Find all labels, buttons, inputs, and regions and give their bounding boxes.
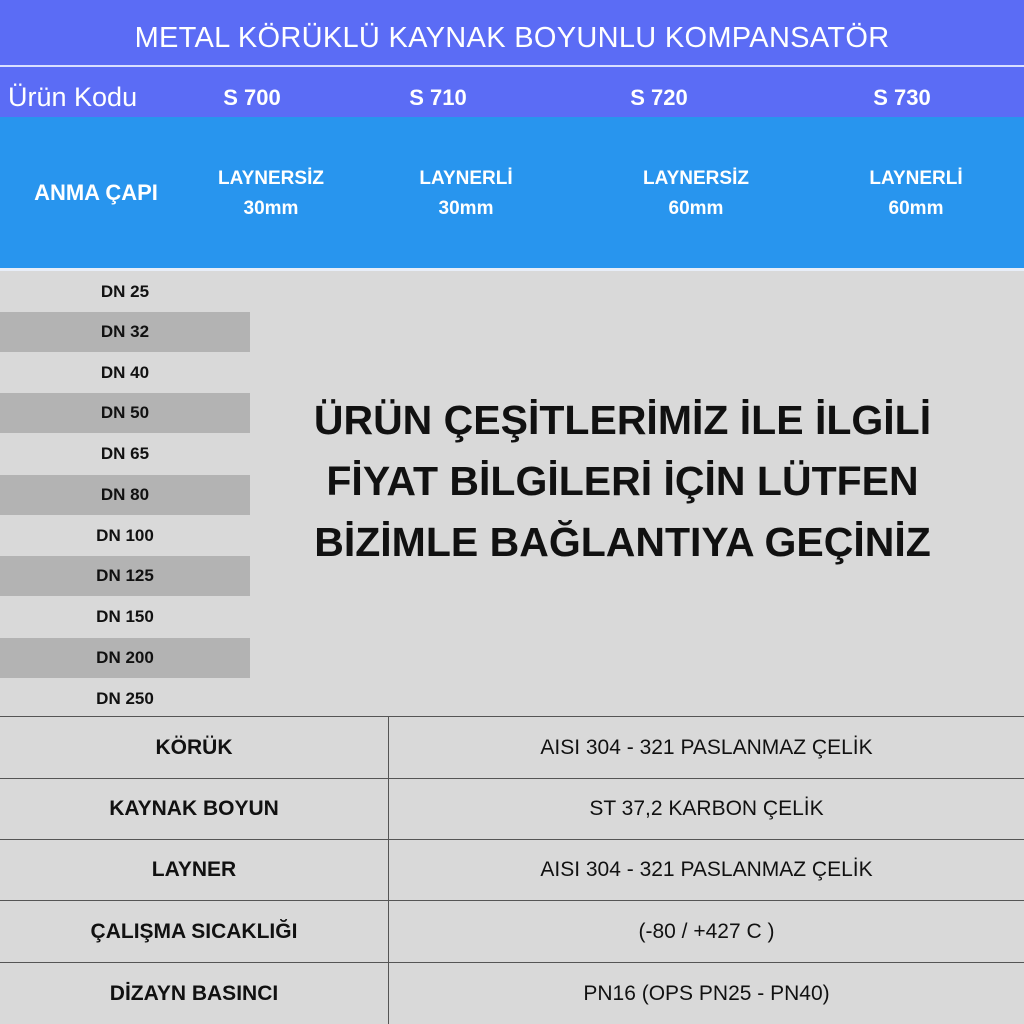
- spec-row-bellows: [0, 717, 1024, 779]
- column-header-4: [869, 164, 962, 224]
- spec-key: KAYNAK BOYUN: [0, 778, 389, 839]
- column-header-1: [218, 164, 324, 224]
- column-type: LAYNERSİZ: [643, 168, 749, 189]
- spec-value: AISI 304 - 321 PASLANMAZ ÇELİK: [540, 857, 873, 881]
- product-code-s730: S 730: [873, 85, 931, 110]
- product-code-label: Ürün Kodu: [8, 82, 138, 112]
- spec-key: ÇALIŞMA SICAKLIĞI: [0, 901, 389, 962]
- title-separator: [0, 65, 1024, 67]
- dn-size-list: [0, 271, 250, 716]
- dn-row: DN 100: [96, 526, 154, 545]
- column-type: LAYNERSİZ: [218, 168, 324, 189]
- dn-row: DN 50: [0, 393, 250, 433]
- page-title-text: METAL KÖRÜKLÜ KAYNAK BOYUNLU KOMPANSATÖR: [134, 21, 890, 54]
- column-size: 30mm: [243, 198, 299, 219]
- spec-row-design-pressure: [0, 963, 1024, 1024]
- column-type: LAYNERLİ: [869, 168, 963, 189]
- column-header-2: [419, 164, 512, 224]
- column-size: 60mm: [888, 198, 944, 219]
- dn-row: DN 80: [0, 475, 250, 515]
- spec-row-operating-temperature: [0, 901, 1024, 963]
- dn-row: DN 200: [0, 638, 250, 678]
- spec-value: (-80 / +427 C ): [638, 919, 775, 943]
- spec-value: ST 37,2 KARBON ÇELİK: [589, 796, 824, 820]
- dn-row: DN 25: [100, 282, 150, 301]
- column-size: 30mm: [438, 198, 494, 219]
- notice-line-1: ÜRÜN ÇEŞİTLERİMİZ İLE İLGİLİ: [313, 397, 932, 443]
- dn-row: DN 150: [96, 607, 154, 626]
- column-type: LAYNERLİ: [419, 168, 513, 189]
- nominal-diameter-header: [0, 117, 1024, 268]
- product-code-s710: S 710: [409, 85, 467, 110]
- spec-row-weld-neck: [0, 778, 1024, 840]
- spec-key: DİZAYN BASINCI: [0, 963, 389, 1024]
- spec-value: PN16 (OPS PN25 - PN40): [583, 981, 830, 1005]
- dn-row: DN 40: [100, 363, 150, 382]
- dn-row: DN 125: [0, 556, 250, 596]
- material-spec-table: [0, 716, 1024, 1024]
- dn-row: DN 250: [96, 689, 154, 708]
- spec-row-liner: [0, 839, 1024, 901]
- product-code-bar: [0, 67, 1024, 117]
- product-code-s700: S 700: [223, 85, 281, 110]
- spec-key: KÖRÜK: [0, 717, 389, 778]
- dn-row: DN 65: [100, 444, 150, 463]
- spec-value: AISI 304 - 321 PASLANMAZ ÇELİK: [540, 735, 873, 759]
- notice-line-2: FİYAT BİLGİLERİ İÇİN LÜTFEN: [326, 458, 919, 504]
- nominal-diameter-label: ANMA ÇAPI: [34, 180, 158, 205]
- pricing-notice: [255, 390, 990, 573]
- notice-line-3: BİZİMLE BAĞLANTIYA GEÇİNİZ: [314, 519, 931, 565]
- product-code-s720: S 720: [630, 85, 688, 110]
- dn-row: DN 32: [0, 312, 250, 352]
- column-header-3: [643, 164, 749, 224]
- spec-key: LAYNER: [0, 839, 389, 900]
- column-size: 60mm: [668, 198, 724, 219]
